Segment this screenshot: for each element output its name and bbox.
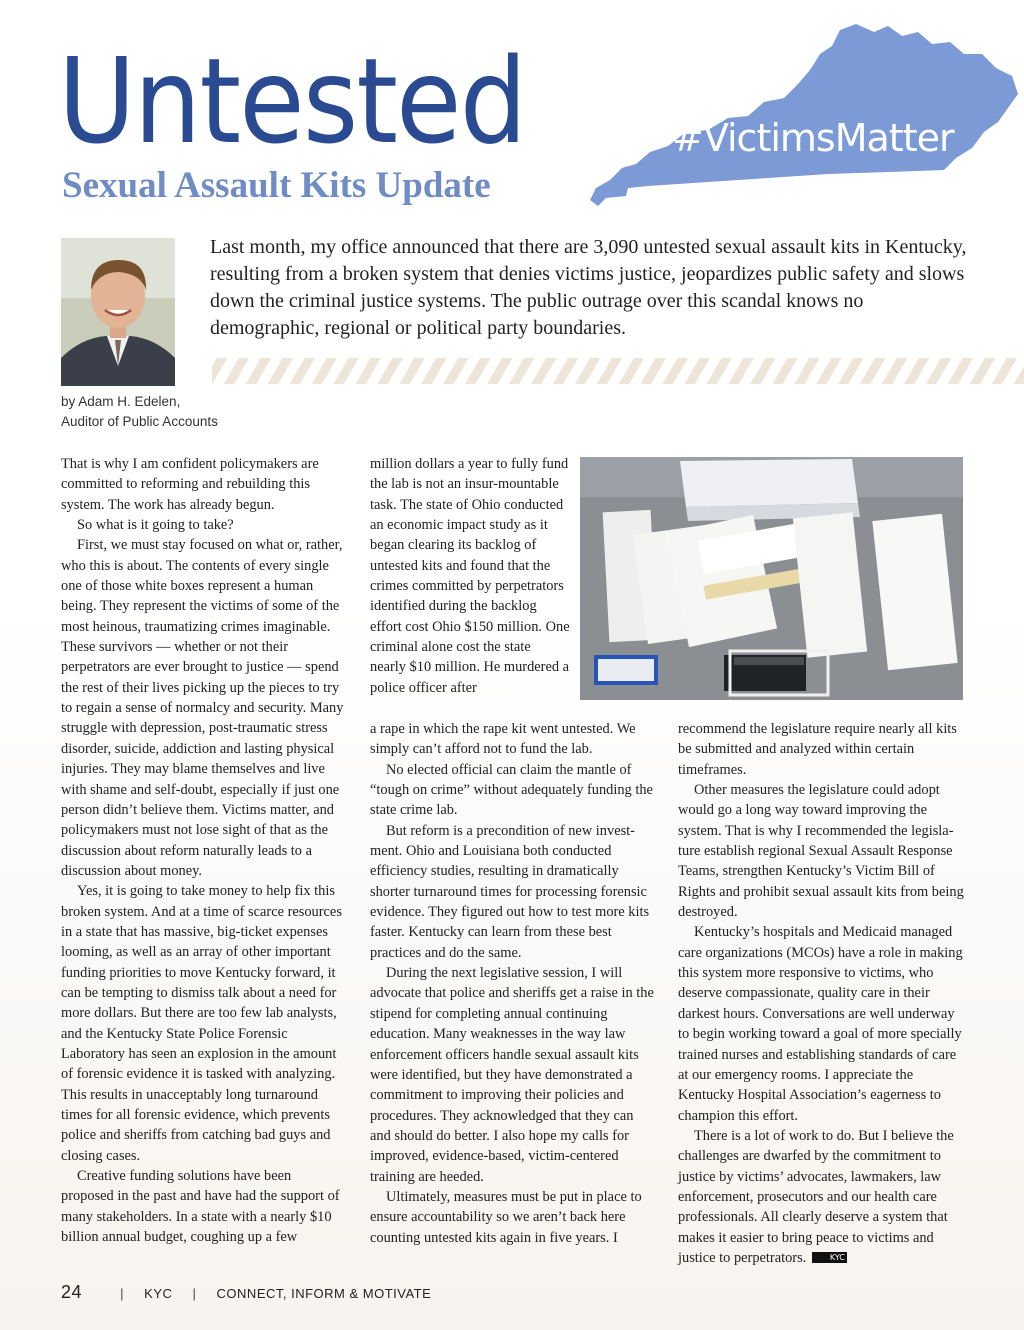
footer-publication: KYC: [144, 1286, 173, 1301]
author-title: Auditor of Public Accounts: [61, 414, 218, 429]
end-mark-logo: KYC: [812, 1252, 847, 1263]
paragraph: But reform is a precondition of new invest-ment. Ohio and Louisiana both conducted efficiency studies, resulting in dramatically shorter turnaround times for processing forensic evidence. They figured out how to test more kits faster. Kentucky can learn from these best practices and do the same.: [370, 822, 650, 961]
footer-separator: |: [192, 1286, 197, 1301]
paragraph: Ultimately, measures must be put in place to ensure accountability so we aren’t back here counting untested kits again in five years. I: [370, 1188, 642, 1246]
paragraph: Creative funding solutions have been proposed in the past and have had the support of many stakeholders. In a state with a nearly $10 billion annual budget, coughing up a few: [61, 1168, 340, 1246]
paragraph: recommend the legislature require nearly all kits be submitted and analyzed within certain timeframes.: [678, 721, 957, 778]
paragraph: million dollars a year to fully fund the lab is not an insur-mountable task. The state of Ohio conducted an economic impact study as it began clearing its backlog of untested kits and found that the crimes committed by perpetrators identified during the backlog effort cost Ohio $150 million. One criminal alone cost the state nearly $10 million. He murdered a police officer after: [370, 456, 570, 696]
paragraph: Other measures the legislature could adopt would go a long way toward improving the system. That is why I recommended the legisla-ture establish regional Sexual Assault Response Teams, strengthen Kentucky’s Victim Bill of Rights and prohibit sexual assault kits from being destroyed.: [678, 782, 964, 921]
decorative-stripe: [212, 358, 1024, 384]
author-name: by Adam H. Edelen,: [61, 394, 181, 409]
article-column-2-top: [370, 454, 570, 698]
paragraph: a rape in which the rape kit went untested. We simply can’t afford not to fund the lab.: [370, 721, 636, 758]
page-subtitle: Sexual Assault Kits Update: [62, 165, 491, 206]
paragraph: There is a lot of work to do. But I believe the challenges are dwarfed by the commitment to justice by victims’ advocates, lawmakers, law enforcement, prosecutors and our health care professionals. All clearly deserve a system that makes it easier to bring peace to victims and justice to perpetrators.: [678, 1127, 954, 1266]
paragraph: No elected official can claim the mantle of “tough on crime” without adequately funding the state crime lab.: [370, 761, 653, 819]
evidence-kit-photo: [580, 457, 963, 700]
intro-paragraph: Last month, my office announced that there are 3,090 untested sexual assault kits in Kentucky, resulting from a broken system that denies victims justice, jeopardizes public safety and slows down the criminal justice systems. The public outrage over this scandal knows no demographic, regional or political party boundaries.: [210, 236, 967, 339]
page-number: 24: [61, 1282, 83, 1302]
author-photo: [61, 238, 175, 386]
article-column-1: [61, 454, 345, 1247]
article-column-3: [678, 719, 964, 1268]
page-title: Untested: [58, 32, 526, 170]
hashtag-label: #VictimsMatter: [672, 116, 954, 160]
paragraph: So what is it going to take?: [77, 517, 234, 534]
article-column-2-bottom: [370, 719, 654, 1248]
paragraph: Kentucky’s hospitals and Medicaid managed care organizations (MCOs) have a role in making this system more responsive to victims, who deserve compassionate, quality care in their darkest hours. Conversations are well underway to begin working toward a goal of more specially trained nurses and establishing standards of care at our emergency rooms. I appreciate the Kentucky Hospital Association’s eagerness to champion this effort.: [678, 924, 963, 1124]
footer-separator: |: [120, 1286, 125, 1301]
page-footer: [61, 1282, 431, 1303]
paragraph: First, we must stay focused on what or, rather, who this is about. The contents of every single one of those white boxes represent a human being. They represent the victims of some of the most heinous, traumatizing crimes imaginable. These survivors — whether or not their perpetrators are ever brought to justice — spend the rest of their lives picking up the pieces to try to regain a sense of normalcy and security. Many struggle with depression, post-traumatic stress disorder, suicide, addiction and lasting physical injuries. They may blame themselves and live with shame and self-doubt, especially if just one person didn’t believe them. Victims matter, and policymakers must not lose sight of that as the discussion about reform naturally leads to a discussion about money.: [61, 537, 344, 879]
paragraph: Yes, it is going to take money to help fix this broken system. And at a time of scarce resources in a state that has massive, big-ticket expenses looming, as well as an array of other important funding priorities to move Kentucky forward, it can be tempting to dismiss talk about a need for more dollars. But there are too few lab analysts, and the Kentucky State Police Forensic Laboratory has seen an explosion in the amount of forensic evidence it is tasked with analyzing. This results in unacceptably long turnaround times for all forensic evidence, which prevents police and sheriffs from catching bad guys and closing cases.: [61, 883, 342, 1164]
author-byline: [61, 392, 218, 432]
footer-tagline: CONNECT, INFORM & MOTIVATE: [216, 1286, 432, 1301]
paragraph: During the next legislative session, I will advocate that police and sheriffs get a raise in the stipend for completing annual continuing education. Many weaknesses in the way law enforcement officers handle sexual assault kits were identified, but they have demonstrated a commitment to improving their policies and procedures. They acknowledged that they can and should do better. I also hope my calls for improved, evidence-based, victim-centered training are heeded.: [370, 965, 654, 1185]
paragraph: That is why I am confident policymakers are committed to reforming and rebuilding this system. The work has already begun.: [61, 456, 319, 513]
